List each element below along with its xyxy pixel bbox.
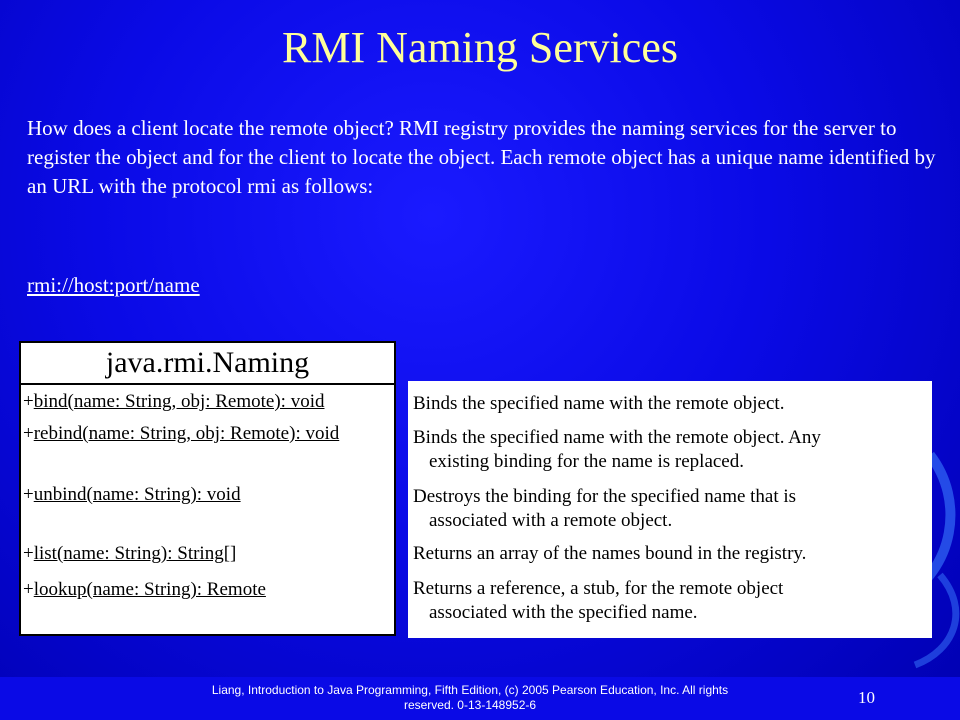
description-line: Returns a reference, a stub, for the remote object bbox=[413, 578, 784, 599]
uml-class-box bbox=[19, 341, 396, 636]
page-number: 10 bbox=[858, 688, 875, 707]
method-bind bbox=[23, 391, 325, 413]
method-lookup bbox=[23, 579, 266, 601]
method-visibility: + bbox=[23, 543, 34, 564]
method-signature: lookup(name: String): Remote bbox=[33, 579, 266, 600]
description-line: associated with a remote object. bbox=[429, 510, 673, 531]
footer-copyright: Liang, Introduction to Java Programming, Fifth Edition, (c) 2005 Pearson Education, Inc. All rights reserved. 0-13-148952-6 bbox=[211, 683, 729, 712]
description-rebind bbox=[413, 426, 821, 474]
method-signature: bind(name: String, obj: Remote): void bbox=[33, 391, 325, 412]
description-line: Destroys the binding for the specified name that is bbox=[413, 486, 797, 507]
method-visibility: + bbox=[23, 391, 34, 412]
uml-class-name: java.rmi.Naming bbox=[21, 343, 394, 385]
method-unbind bbox=[23, 484, 241, 506]
method-rebind bbox=[23, 423, 339, 445]
description-line: Binds the specified name with the remote object. bbox=[413, 393, 785, 414]
method-descriptions bbox=[408, 381, 932, 638]
slide-body bbox=[27, 114, 937, 201]
description-bind bbox=[413, 392, 784, 416]
description-list bbox=[413, 542, 806, 566]
description-unbind bbox=[413, 485, 796, 533]
method-visibility: + bbox=[23, 423, 34, 444]
rmi-url: rmi://host:port/name bbox=[27, 273, 200, 297]
method-visibility: + bbox=[23, 579, 34, 600]
method-visibility: + bbox=[23, 484, 34, 505]
method-list bbox=[23, 543, 236, 565]
method-signature: list(name: String): String[] bbox=[33, 543, 237, 564]
method-signature: rebind(name: String, obj: Remote): void bbox=[33, 423, 340, 444]
body-paragraph: How does a client locate the remote object? RMI registry provides the naming services for the server to register the object and for the client to locate the object. Each remote object has a unique name identified by an URL with the protocol rmi as follows: bbox=[27, 116, 936, 198]
method-signature: unbind(name: String): void bbox=[33, 484, 241, 505]
description-line: Binds the specified name with the remote object. Any bbox=[413, 427, 821, 448]
description-lookup bbox=[413, 577, 783, 625]
description-line: associated with the specified name. bbox=[429, 602, 698, 623]
slide-title: RMI Naming Services bbox=[282, 23, 678, 72]
description-line: existing binding for the name is replaced. bbox=[429, 451, 744, 472]
description-line: Returns an array of the names bound in the registry. bbox=[413, 543, 807, 564]
